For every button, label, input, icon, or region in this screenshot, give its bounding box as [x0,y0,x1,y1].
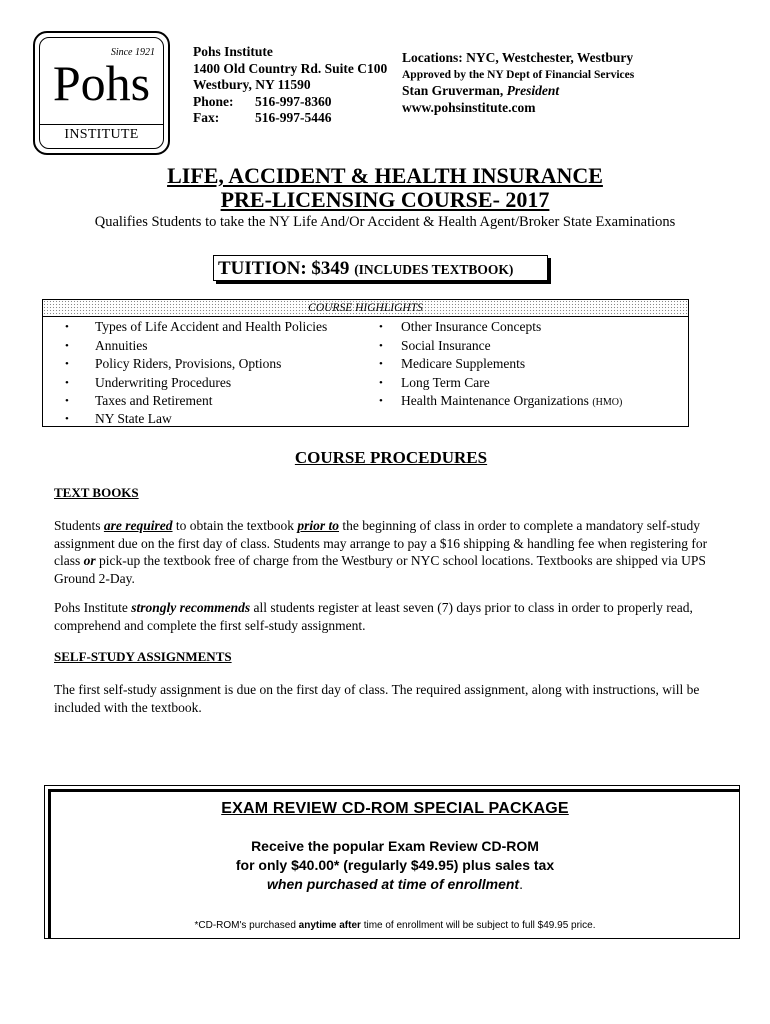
phone-label: Phone: [193,93,234,109]
address-line-2: Westbury, NY 11590 [193,77,311,92]
president-title: President [506,83,560,98]
list-item: • Annuities [43,337,327,356]
highlights-right-list [379,318,622,411]
course-title: LIFE, ACCIDENT & HEALTH INSURANCE [167,163,603,188]
textbooks-paragraph: Students are required to obtain the textbook prior to the beginning of class in order to complete a mandatory self-study assignment due on the first day of class. Students may arrange to pay a $16 shipping & handling fee when registering for class or pick-up the textbook free of charge from the Westbury or NYC school locations. Textbooks are shipped via UPS Ground 2-Day. [54,518,708,586]
approval-note: Approved by the NY Dept of Financial Services [402,68,635,81]
president-name: Stan Gruverman, [402,83,507,98]
logo-divider [40,124,163,125]
bullet-icon: • [379,321,383,333]
institute-info-block [402,50,634,116]
bullet-icon: • [379,376,383,389]
institute-contact-block [193,44,387,127]
fax-row [193,110,387,127]
tuition-box [213,255,548,281]
tuition-price: TUITION: $349 [218,258,355,279]
exam-offer-line-2: for only $40.00* (regularly $49.95) plus sales tax [235,857,555,873]
logo-inner-border [39,37,164,149]
list-item: • Long Term Care [379,374,622,393]
locations: Locations: NYC, Westchester, Westbury [402,50,634,65]
exam-review-title: EXAM REVIEW CD-ROM SPECIAL PACKAGE [221,800,569,817]
list-item: • Medicare Supplements [379,355,622,374]
textbooks-heading: TEXT BOOKS [54,485,139,500]
logo-since: Since 1921 [110,47,155,58]
phone-number: 516-997-8360 [255,93,332,109]
course-highlights-box [42,299,689,427]
phone-row [193,94,387,111]
registration-paragraph: Pohs Institute strongly recommends all students register at least seven (7) days prior to class in order to properly read, comprehend and complete the first self-study assignment. [54,600,693,633]
bullet-icon: • [65,376,69,389]
exam-offer-line-3: when purchased at time of enrollment. [267,876,523,892]
qualifies-statement: Qualifies Students to take the NY Life And/Or Accident & Health Agent/Broker State Examinations [94,214,676,230]
self-study-heading: SELF-STUDY ASSIGNMENTS [54,649,232,664]
tuition-includes: (INCLUDES TEXTBOOK) [354,262,514,277]
pohs-logo [33,31,170,155]
list-item: • Other Insurance Concepts [379,318,622,337]
logo-name: Pohs [52,55,151,111]
institute-name: Pohs Institute [193,44,273,59]
address-line-1: 1400 Old Country Rd. Suite C100 [193,60,388,76]
bullet-icon: • [65,358,69,370]
bullet-icon: • [65,412,69,425]
hmo-abbrev: (HMO) [592,397,623,408]
list-item: • Underwriting Procedures [43,374,327,393]
bullet-icon: • [379,358,383,370]
list-item: • Taxes and Retirement [43,392,327,411]
bullet-icon: • [379,395,383,407]
fax-number: 516-997-5446 [255,110,332,125]
exam-offer-line-1: Receive the popular Exam Review CD-ROM [251,838,539,854]
fax-label: Fax: [193,110,220,125]
logo-subtitle: INSTITUTE [64,127,139,142]
bullet-icon: • [65,395,69,407]
procedures-heading: COURSE PROCEDURES [294,448,488,467]
list-item: • Social Insurance [379,337,622,356]
bullet-icon: • [379,339,383,352]
highlights-left-list [43,318,327,427]
list-item: • Policy Riders, Provisions, Options [43,355,327,374]
website: www.pohsinstitute.com [402,99,536,115]
exam-footnote: *CD-ROM's purchased anytime after time of enrollment will be subject to full $49.95 price. [194,920,596,931]
self-study-paragraph: The first self-study assignment is due on the first day of class. The required assignment, along with instructions, will be included with the textbook. [54,682,700,715]
course-highlights-heading: COURSE HIGHLIGHTS [43,300,688,317]
bullet-icon: • [65,339,69,352]
list-item: • Health Maintenance Organizations (HMO) [379,392,622,411]
president-line [402,83,634,100]
course-subtitle: PRE-LICENSING COURSE- 2017 [220,187,550,212]
exam-review-inner [48,789,739,938]
bullet-icon: • [65,321,69,333]
list-item: • Types of Life Accident and Health Policies [43,318,327,337]
exam-review-box [44,785,740,939]
list-item: • NY State Law [65,410,172,426]
